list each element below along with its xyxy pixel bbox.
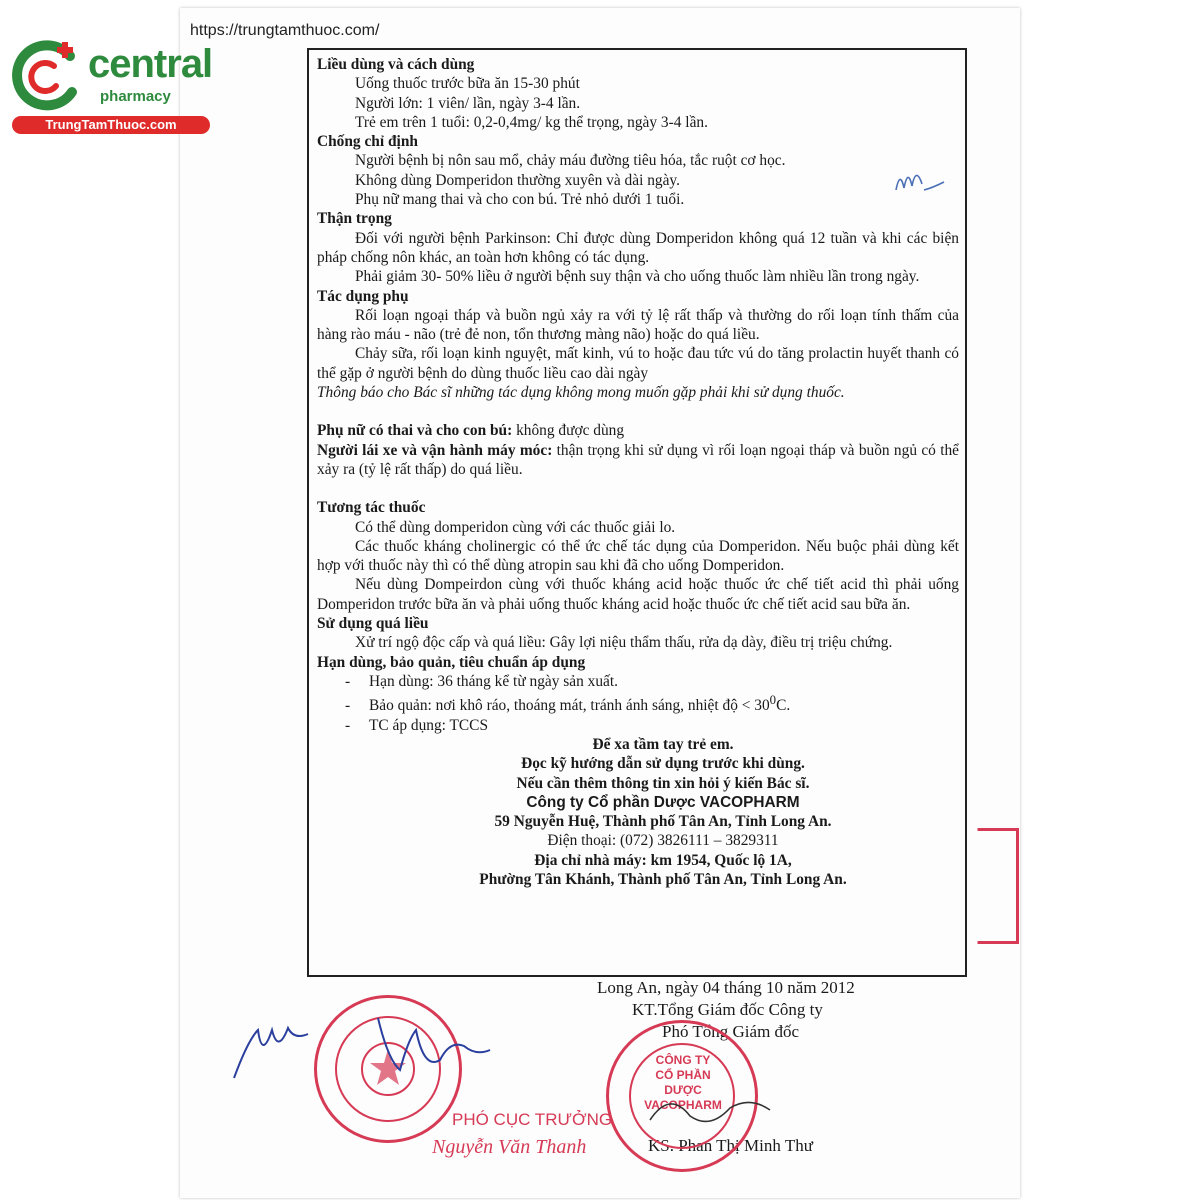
precaution-paragraph: Phải giảm 30- 50% liều ở người bệnh suy thận và cho uống thuốc làm nhiều lần trong ngày. <box>355 268 920 286</box>
dosage-line: Người lớn: 1 viên/ lần, ngày 3-4 lần. <box>355 94 581 112</box>
handwritten-initial-icon <box>892 160 952 200</box>
warning-line: Đọc kỹ hướng dẫn sử dụng trước khi dùng. <box>521 755 805 773</box>
authority-name: Nguyễn Văn Thanh <box>432 1136 587 1158</box>
leaflet-content <box>317 55 959 889</box>
company-name: Công ty Cổ phần Dược VACOPHARM <box>526 793 800 811</box>
side-effect-paragraph: Chảy sữa, rối loạn kinh nguyệt, mất kinh, vú to hoặc đau tức vú do tăng prolactin huyết thanh có thể gặp ở người bệnh do dùng thuốc liều cao dài ngày <box>317 345 959 382</box>
company-phone: Điện thoại: (072) 3826111 – 3829311 <box>547 832 779 850</box>
interaction-paragraph: Các thuốc kháng cholinergic có thể ức chế tác dụng của Domperidon. Nếu buộc phải dùng kết hợp với thuốc này thì có thể dùng atropin sau khi đã cho uống Domperidon. <box>317 537 959 575</box>
overdose-heading: Sử dụng quá liều <box>317 615 429 633</box>
pregnancy-label: Phụ nữ có thai và cho con bú: <box>317 422 513 440</box>
contraindication-line: Không dùng Domperidon thường xuyên và dài ngày. <box>355 171 680 189</box>
contraindication-line: Phụ nữ mang thai và cho con bú. Trẻ nhỏ dưới 1 tuổi. <box>355 191 685 209</box>
dosage-heading: Liều dùng và cách dùng <box>317 56 475 73</box>
temp-superscript: 0 <box>769 693 777 708</box>
contraindications-heading: Chống chỉ định <box>317 133 418 151</box>
precautions-heading: Thận trọng <box>317 210 392 228</box>
interaction-paragraph: Có thể dùng domperidon cùng với các thuốc giải lo. <box>355 518 676 536</box>
dosage-line: Uống thuốc trước bữa ăn 15-30 phút <box>355 75 580 93</box>
contraindication-line: Người bệnh bị nôn sau mổ, chảy máu đường tiêu hóa, tắc ruột cơ học. <box>355 152 786 170</box>
central-pharmacy-logo[interactable] <box>10 38 215 138</box>
warning-line: Để xa tầm tay trẻ em. <box>592 735 734 753</box>
logo-domain: TrungTamThuoc.com <box>12 116 210 134</box>
logo-c-icon <box>10 38 86 114</box>
logo-subtitle: pharmacy <box>100 88 171 105</box>
driving-text: thận trọng khi sử dụng vì rối loạn ngoại tháp và buồn ngủ có thể xảy ra (tỷ lệ rất thấp) do quá liều. <box>317 441 959 478</box>
logo-name: central <box>88 42 213 86</box>
pregnancy-text: không được dùng <box>512 422 625 440</box>
place-date: Long An, ngày 04 tháng 10 năm 2012 <box>597 978 855 997</box>
overdose-paragraph: Xử trí ngộ độc cấp và quá liều: Gây lợi niệu thẩm thấu, rửa dạ dày, điều trị triệu chứng. <box>355 634 893 652</box>
storage-heading: Hạn dùng, bảo quản, tiêu chuẩn áp dụng <box>317 653 586 671</box>
warning-line: Nếu cần thêm thông tin xin hỏi ý kiến Bác sĩ. <box>516 774 810 792</box>
storage-item: - Hạn dùng: 36 tháng kể từ ngày sản xuất. <box>345 672 618 690</box>
signer-name: KS. Phan Thị Minh Thư <box>648 1136 813 1155</box>
dosage-line: Trẻ em trên 1 tuổi: 0,2-0,4mg/ kg thể trọng, ngày 3-4 lần. <box>355 113 708 131</box>
source-url[interactable]: https://trungtamthuoc.com/ <box>190 22 380 39</box>
authority-title: PHÓ CỤC TRƯỞNG <box>452 1110 613 1129</box>
interactions-heading: Tương tác thuốc <box>317 499 426 517</box>
authority-signature-icon <box>228 1000 528 1090</box>
factory-address-line2: Phường Tân Khánh, Thành phố Tân An, Tỉnh Long An. <box>479 871 847 888</box>
storage-item: - Bảo quản: nơi khô ráo, thoáng mát, tránh ánh sáng, nhiệt độ < $30^0C$. <box>345 693 791 715</box>
factory-address-line1: Địa chỉ nhà máy: km 1954, Quốc lộ 1A, <box>534 851 792 869</box>
company-stamp: CÔNG TY CỔ PHẦN DƯỢC VACOPHARM <box>606 1020 758 1172</box>
side-effect-paragraph: Rối loạn ngoại tháp và buồn ngủ xảy ra với tỷ lệ rất thấp và thường do rối loạn tính thấm của hàng rào máu - não (trẻ đẻ non, tổn thương màng não) hoặc do quá liều. <box>317 306 959 344</box>
storage-item-text: Hạn dùng: 36 tháng kể từ ngày sản xuất. <box>369 672 618 690</box>
company-address: 59 Nguyễn Huệ, Thành phố Tân An, Tỉnh Long An. <box>494 813 832 831</box>
driving-line <box>317 441 959 480</box>
pregnancy-line <box>317 421 959 440</box>
storage-item-text: TC áp dụng: TCCS <box>369 716 489 734</box>
signoff-title-1: KT.Tổng Giám đốc Công ty <box>632 1000 823 1019</box>
temp-unit: C. <box>776 697 791 715</box>
storage-item: - TC áp dụng: TCCS <box>345 716 489 734</box>
side-effect-note: Thông báo cho Bác sĩ những tác dụng không mong muốn gặp phải khi sử dụng thuốc. <box>317 384 845 402</box>
driving-label: Người lái xe và vận hành máy móc: <box>317 441 553 459</box>
signoff-title-2: Phó Tổng Giám đốc <box>662 1022 800 1041</box>
storage-item-text: Bảo quản: nơi khô ráo, thoáng mát, tránh ánh sáng, nhiệt độ < 30 <box>369 697 770 715</box>
company-signature-icon <box>640 1080 780 1140</box>
interaction-paragraph: Nếu dùng Dompeirdon cùng với thuốc kháng acid hoặc thuốc ức chế tiết acid thì phải uống Domperidon trước bữa ăn và phải uống thuốc kháng acid hoặc thuốc ức chế tiết acid sau bữa ăn. <box>317 576 959 613</box>
precaution-paragraph: Đối với người bệnh Parkinson: Chỉ được dùng Domperidon không quá 12 tuần và khi các biện pháp chống nôn khác, an toàn hơn không có tác dụng. <box>317 229 959 266</box>
side-effects-heading: Tác dụng phụ <box>317 287 409 305</box>
